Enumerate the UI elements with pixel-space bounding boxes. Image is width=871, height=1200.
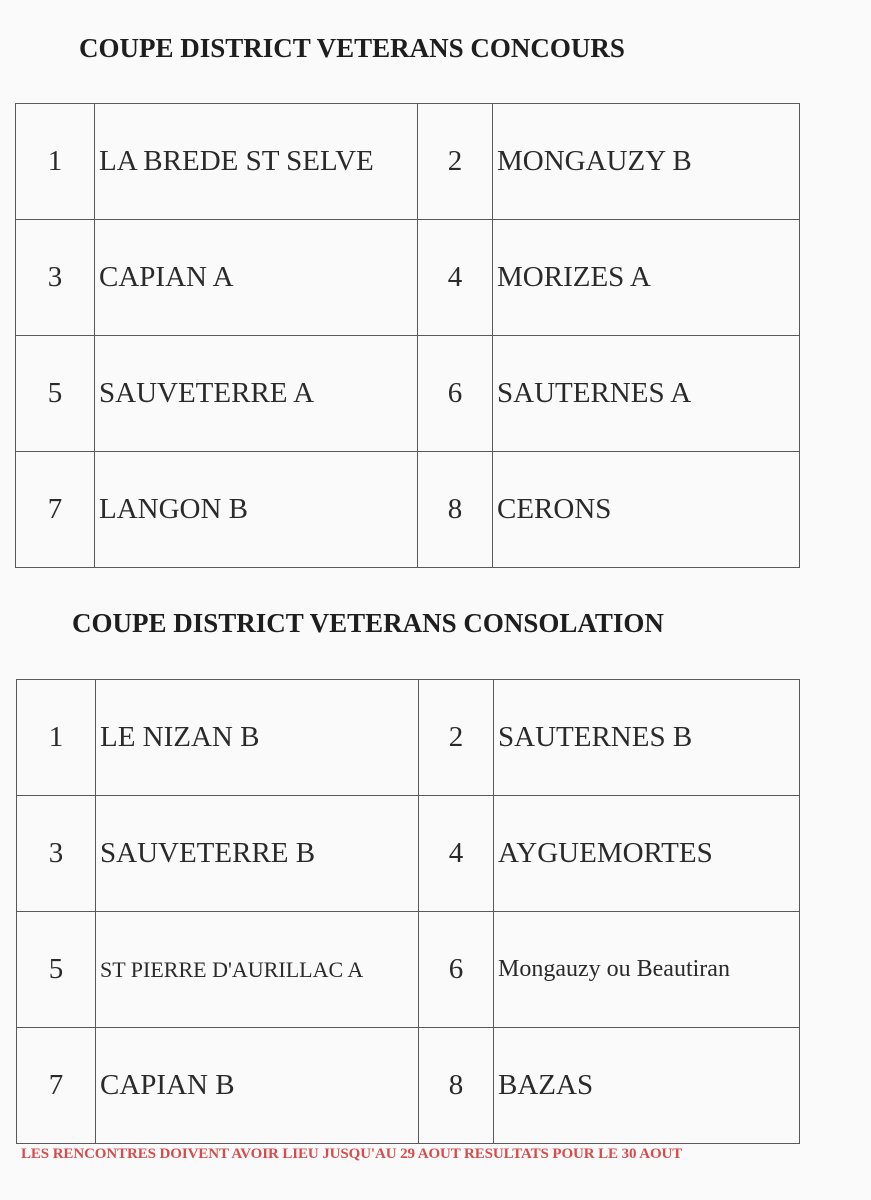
team-name: SAUVETERRE A: [95, 336, 418, 452]
draw-number: 3: [17, 796, 96, 912]
table-row: [16, 220, 800, 336]
team-name: Mongauzy ou Beautiran: [494, 912, 800, 1028]
team-name: AYGUEMORTES: [494, 796, 800, 912]
team-name: SAUTERNES B: [494, 680, 800, 796]
team-name: LA BREDE ST SELVE: [95, 104, 418, 220]
consolation-draw-table: [16, 679, 800, 1144]
team-name: BAZAS: [494, 1028, 800, 1144]
team-name: ST PIERRE D'AURILLAC A: [96, 912, 419, 1028]
team-name: CERONS: [493, 452, 800, 568]
team-name: CAPIAN B: [96, 1028, 419, 1144]
team-name: MORIZES A: [493, 220, 800, 336]
draw-number: 1: [17, 680, 96, 796]
draw-number: 2: [418, 104, 493, 220]
draw-number: 8: [419, 1028, 494, 1144]
draw-number: 4: [418, 220, 493, 336]
draw-number: 4: [419, 796, 494, 912]
draw-number: 7: [17, 1028, 96, 1144]
team-name: LANGON B: [95, 452, 418, 568]
team-name: CAPIAN A: [95, 220, 418, 336]
table-row: [16, 104, 800, 220]
team-name: SAUTERNES A: [493, 336, 800, 452]
footer-note: LES RENCONTRES DOIVENT AVOIR LIEU JUSQU'AU 29 AOUT RESULTATS POUR LE 30 AOUT: [21, 1146, 683, 1162]
team-name: SAUVETERRE B: [96, 796, 419, 912]
team-name: MONGAUZY B: [493, 104, 800, 220]
table-row: [17, 796, 800, 912]
table-row: [17, 1028, 800, 1144]
draw-number: 6: [418, 336, 493, 452]
consolation-title: COUPE DISTRICT VETERANS CONSOLATION: [72, 608, 664, 638]
draw-number: 7: [16, 452, 95, 568]
team-name: LE NIZAN B: [96, 680, 419, 796]
draw-number: 6: [419, 912, 494, 1028]
draw-number: 8: [418, 452, 493, 568]
draw-number: 5: [17, 912, 96, 1028]
table-row: [16, 452, 800, 568]
concours-title: COUPE DISTRICT VETERANS CONCOURS: [79, 33, 625, 63]
draw-number: 3: [16, 220, 95, 336]
table-row: [16, 336, 800, 452]
draw-number: 5: [16, 336, 95, 452]
table-row: [17, 680, 800, 796]
table-row: [17, 912, 800, 1028]
draw-number: 1: [16, 104, 95, 220]
concours-draw-table: [15, 103, 800, 568]
draw-number: 2: [419, 680, 494, 796]
